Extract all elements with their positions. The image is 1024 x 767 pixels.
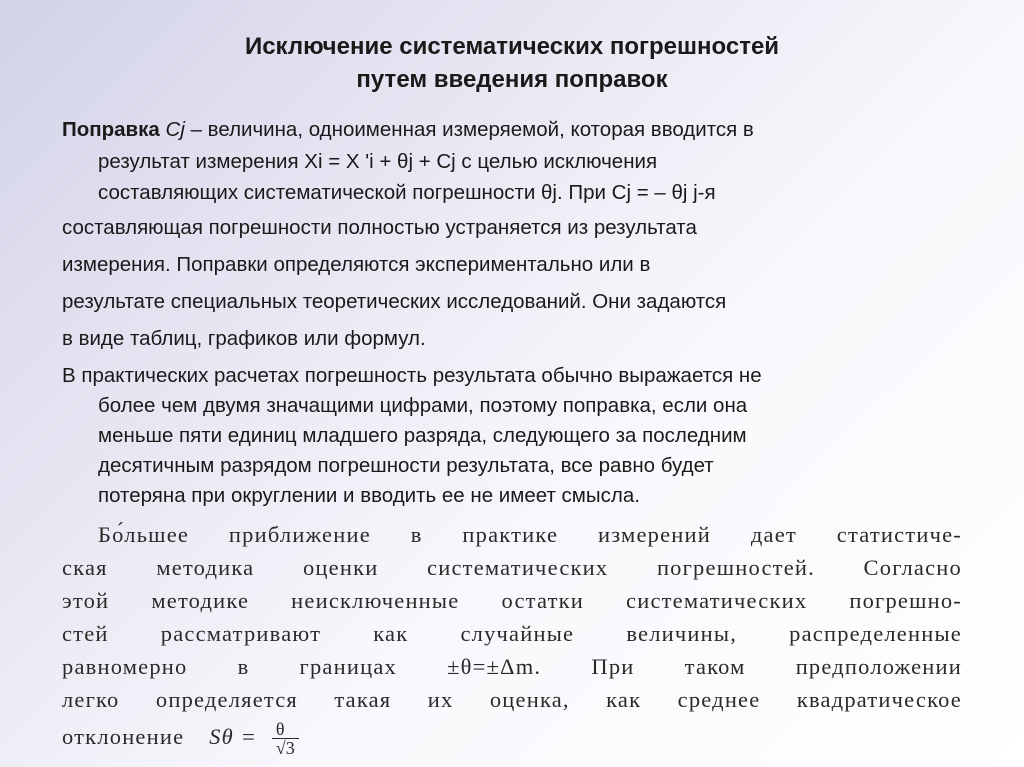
paragraph-line: [62, 114, 992, 146]
scan-line: стей рассматривают как случайные величины, распределенные: [62, 621, 962, 646]
paragraph-line: в виде таблиц, графиков или формул.: [62, 326, 426, 350]
formula-numerator: θ: [272, 720, 299, 739]
formula-lhs: Sθ =: [209, 724, 258, 749]
paragraph-line: меньше пяти единиц младшего разряда, следующего за последним: [98, 423, 747, 447]
paragraph-line: более чем двумя значащими цифрами, поэтому поправка, если она: [98, 393, 748, 417]
paragraph-line-text: – величина, одноименная измеряемой, которая вводится в: [184, 118, 754, 141]
paragraph-line: В практических расчетах погрешность результата обычно выражается не: [62, 363, 762, 387]
paragraph-line: составляющих систематической погрешности θj. При Cj = – θj j-я: [98, 181, 716, 204]
title-line-1: Исключение систематических погрешностей: [244, 33, 780, 60]
scan-line: равномерно в границах ±θ=±Δm. При таком предположении: [62, 654, 962, 679]
paragraph-line: десятичным разрядом погрешности результата, все равно будет: [98, 453, 714, 477]
paragraph-line: результат измерения Xi = X 'i + θj + Cj с целью исключения: [98, 149, 658, 173]
scanned-book-excerpt: [62, 518, 962, 758]
paragraph-line: результате специальных теоретических исследований. Они задаются: [62, 289, 727, 313]
scan-line: Бо́льшее приближение в практике измерений дает статистиче-: [98, 522, 962, 547]
paragraph-line: измерения. Поправки определяются экспериментально или в: [62, 252, 651, 276]
scan-line: ская методика оценки систематических погрешностей. Согласно: [62, 555, 962, 580]
slide-body: [62, 114, 992, 511]
slide-title: [0, 30, 1024, 96]
scan-word-deviation: отклонение: [62, 724, 185, 749]
formula-fraction: [272, 720, 299, 757]
scan-line-formula: [62, 716, 962, 758]
scan-line: этой методике неисключенные остатки систематических погрешно-: [62, 588, 962, 613]
paragraph-line: потеряна при округлении и вводить ее не имеет смысла.: [98, 483, 640, 507]
paragraph-correction-definition: [62, 114, 992, 357]
symbol-cj: Cj: [165, 118, 185, 141]
paragraph-line: составляющая погрешности полностью устраняется из результата: [62, 215, 697, 239]
formula-denominator: √3: [275, 738, 295, 759]
scan-line: легко определяется такая их оценка, как среднее квадратическое: [62, 687, 962, 712]
title-line-2: путем введения поправок: [356, 66, 668, 93]
paragraph-rounding-note: [62, 361, 992, 511]
term-correction: Поправка: [62, 118, 160, 141]
